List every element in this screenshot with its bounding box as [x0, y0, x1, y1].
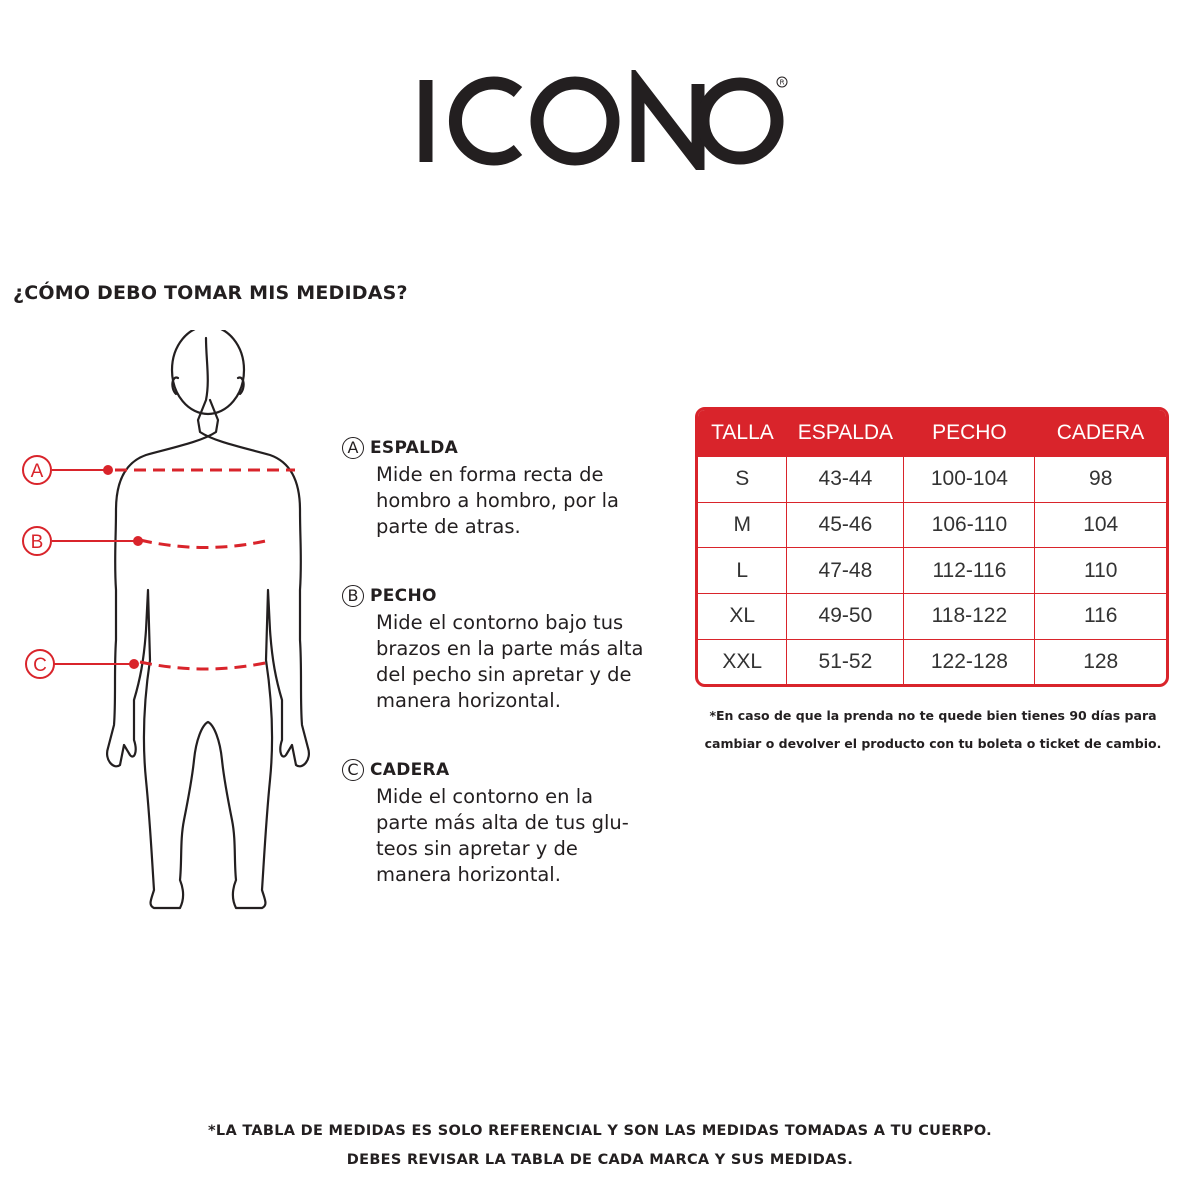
footer-line: *LA TABLA DE MEDIDAS ES SOLO REFERENCIAL Y SON LAS MEDIDAS TOMADAS A TU CUERPO. — [208, 1123, 992, 1139]
section-title: CADERA — [370, 760, 450, 780]
cell-cadera: 128 — [1035, 639, 1166, 684]
cell-talla: M — [698, 502, 787, 548]
marker-b — [23, 527, 51, 555]
header-espalda: ESPALDA — [787, 410, 904, 457]
cell-cadera: 110 — [1035, 548, 1166, 594]
cell-cadera: 116 — [1035, 594, 1166, 640]
cell-cadera: 98 — [1035, 457, 1166, 503]
marker-a-letter: A — [30, 461, 44, 482]
cell-talla: S — [698, 457, 787, 503]
table-row — [698, 594, 1166, 640]
section-espalda — [342, 434, 682, 540]
header-pecho: PECHO — [904, 410, 1035, 457]
cell-cadera: 104 — [1035, 502, 1166, 548]
marker-c-letter: C — [33, 655, 47, 676]
header-cadera: CADERA — [1035, 410, 1166, 457]
section-description: Mide en forma recta de hombro a hombro, por la parte de atras. — [376, 463, 619, 538]
svg-text:R: R — [779, 78, 785, 87]
marker-b-letter: B — [30, 532, 44, 553]
body-measurement-figure — [0, 330, 320, 910]
size-table — [695, 407, 1169, 687]
table-row — [698, 639, 1166, 684]
icono-logo — [410, 70, 790, 170]
cell-talla: L — [698, 548, 787, 594]
marker-c — [26, 650, 54, 678]
section-cadera — [342, 756, 682, 888]
page-title: ¿CÓMO DEBO TOMAR MIS MEDIDAS? — [13, 282, 408, 304]
table-row — [698, 457, 1166, 503]
cell-pecho: 112-116 — [904, 548, 1035, 594]
cell-espalda: 51-52 — [787, 639, 904, 684]
cell-talla: XL — [698, 594, 787, 640]
letter-c-badge: C — [342, 759, 364, 781]
cell-pecho: 122-128 — [904, 639, 1035, 684]
cell-espalda: 47-48 — [787, 548, 904, 594]
letter-a-badge: A — [342, 437, 364, 459]
footer-line: DEBES REVISAR LA TABLA DE CADA MARCA Y SUS MEDIDAS. — [346, 1152, 854, 1168]
cell-talla: XXL — [698, 639, 787, 684]
section-pecho — [342, 582, 682, 714]
table-header-row — [698, 410, 1166, 457]
footer-disclaimer — [0, 1117, 1200, 1175]
table-row — [698, 548, 1166, 594]
cell-espalda: 45-46 — [787, 502, 904, 548]
cell-espalda: 49-50 — [787, 594, 904, 640]
cell-espalda: 43-44 — [787, 457, 904, 503]
section-title: PECHO — [370, 586, 437, 606]
table-row — [698, 502, 1166, 548]
section-description: Mide el contorno bajo tus brazos en la parte más alta del pecho sin apretar y de manera horizontal. — [376, 611, 644, 712]
table-note: *En caso de que la prenda no te quede bien tienes 90 días para cambiar o devolver el producto con tu boleta o ticket de cambio. — [704, 708, 1162, 751]
cell-pecho: 118-122 — [904, 594, 1035, 640]
cell-pecho: 100-104 — [904, 457, 1035, 503]
section-title: ESPALDA — [370, 438, 459, 458]
marker-a — [23, 456, 51, 484]
header-talla: TALLA — [698, 410, 787, 457]
cell-pecho: 106-110 — [904, 502, 1035, 548]
letter-b-badge: B — [342, 585, 364, 607]
section-description: Mide el contorno en la parte más alta de tus glu- teos sin apretar y de manera horizontal. — [376, 785, 629, 886]
